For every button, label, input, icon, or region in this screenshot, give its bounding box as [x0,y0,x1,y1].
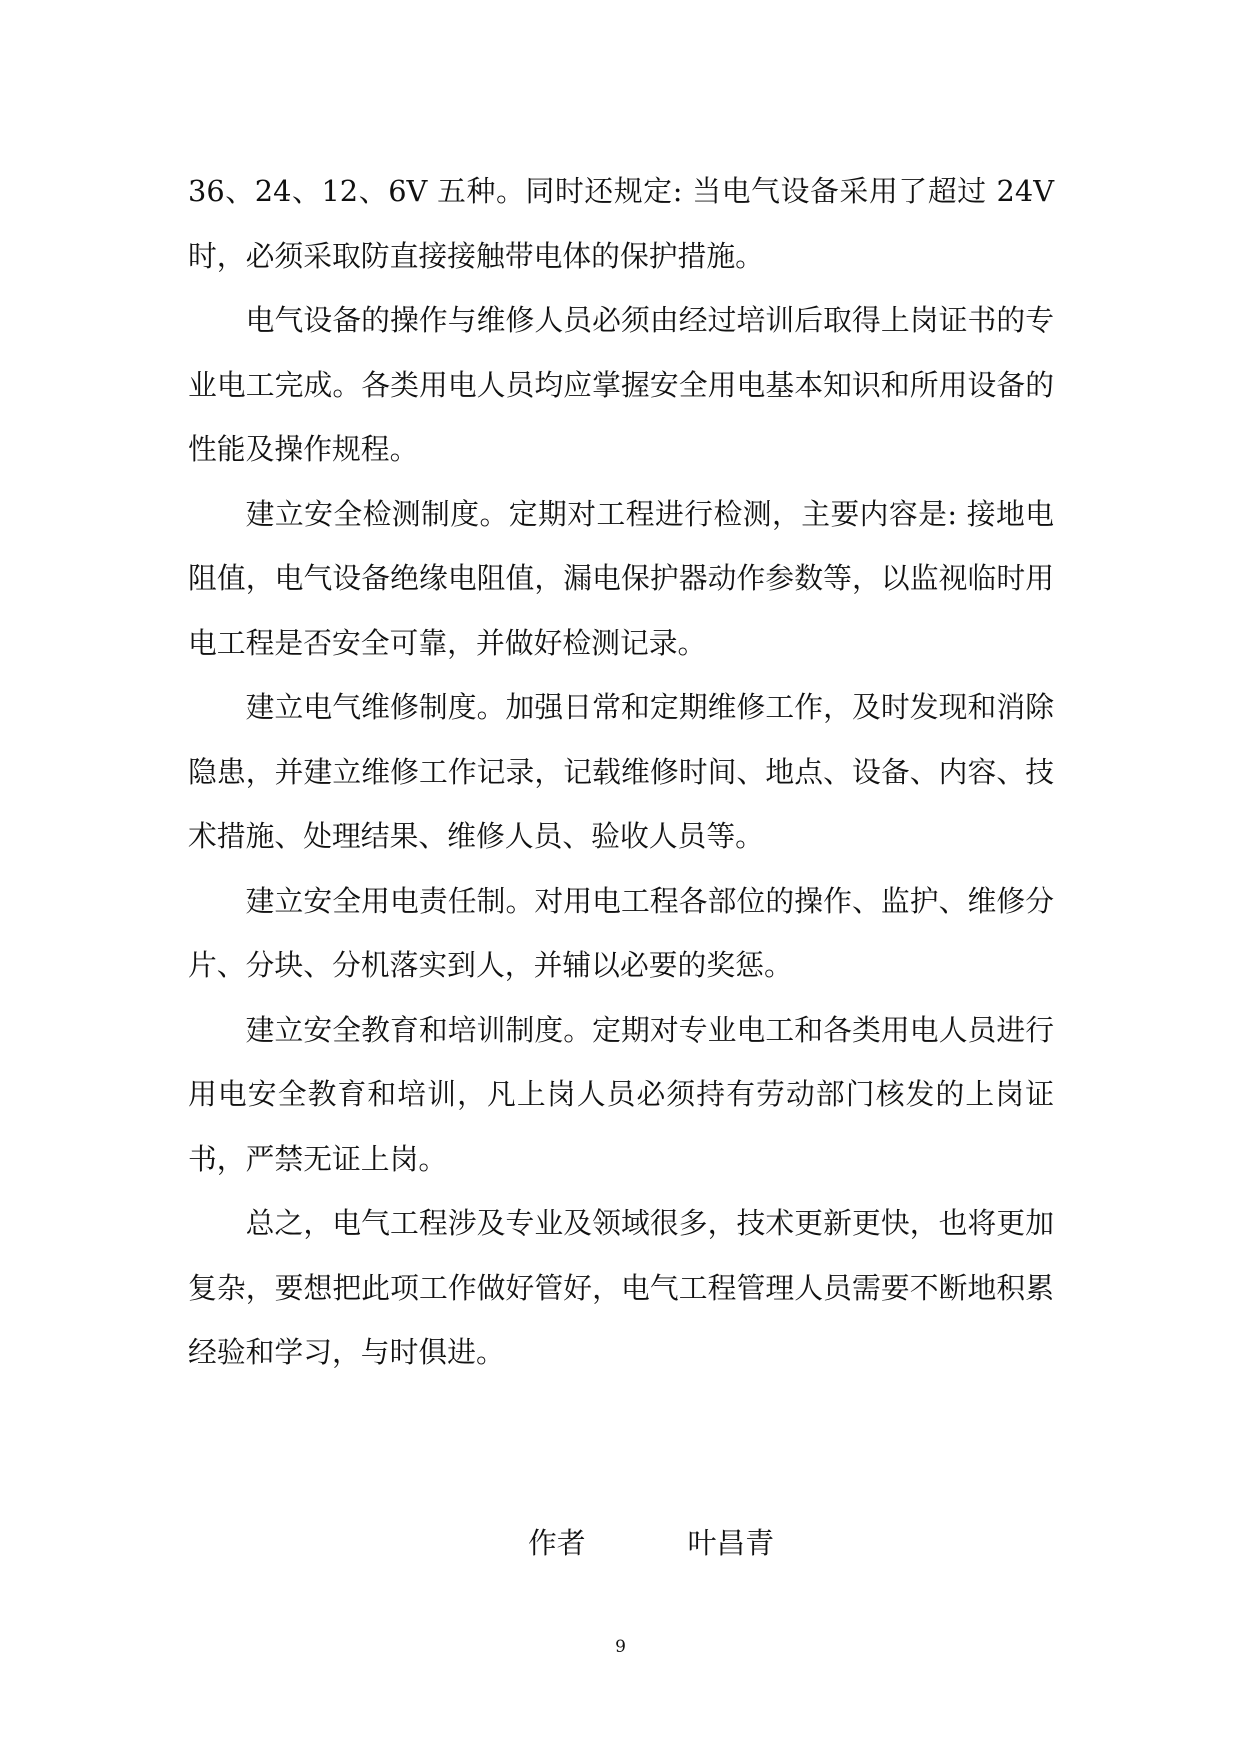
paragraph-responsibility-system: 建立安全用电责任制。对用电工程各部位的操作、监护、维修分片、分块、分机落实到人，并辅以必要的奖惩。 [188,883,1054,982]
paragraph-training-system: 建立安全教育和培训制度。定期对专业电工和各类用电人员进行用电安全教育和培训，凡上岗人员必须持有劳动部门核发的上岗证书，严禁无证上岗。 [188,1012,1054,1176]
paragraph-operator-qualification: 电气设备的操作与维修人员必须由经过培训后取得上岗证书的专业电工完成。各类用电人员均应掌握安全用电基本知识和所用设备的性能及操作规程。 [188,303,1054,466]
body-text [188,159,1054,1385]
paragraph-safety-inspection: 建立安全检测制度。定期对工程进行检测，主要内容是: 接地电阻值，电气设备绝缘电阻值，漏电保护器动作参数等，以监视临时用电工程是否安全可靠，并做好检测记录。 [188,496,1054,660]
paragraph-conclusion: 总之，电气工程涉及专业及领域很多，技术更新更快，也将更加复杂，要想把此项工作做好管好，电气工程管理人员需要不断地积累经验和学习，与时俱进。 [188,1206,1054,1369]
paragraph-maintenance-system: 建立电气维修制度。加强日常和定期维修工作，及时发现和消除隐患，并建立维修工作记录，记载维修时间、地点、设备、内容、技术措施、处理结果、维修人员、验收人员等。 [188,690,1054,853]
author-signature [528,1523,774,1563]
author-name: 叶昌青 [687,1526,775,1560]
paragraph-continuation: 36、24、12、6V 五种。同时还规定: 当电气设备采用了超过 24V 时，必须采取防直接接触带电体的保护措施。 [188,174,1054,273]
page-number: 9 [615,1637,626,1657]
author-label: 作者 [528,1526,586,1560]
